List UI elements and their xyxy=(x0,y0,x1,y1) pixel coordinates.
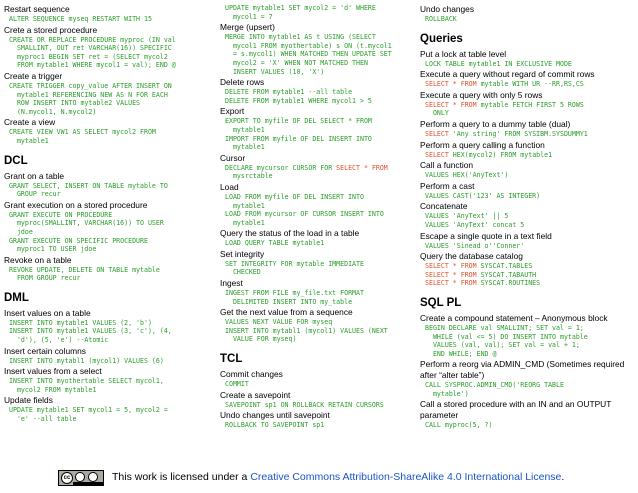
code-line: GRANT EXECUTE ON PROCEDURE xyxy=(9,210,113,219)
code-line: WHILE (val <= 5) DO INSERT INTO mytable xyxy=(425,332,588,341)
code-line: SELECT * FROM mytable FETCH FIRST 5 ROWS xyxy=(425,100,584,109)
code-line: EXPORT TO myfile OF DEL SELECT * FROM xyxy=(225,117,372,126)
section-heading-dml: DML xyxy=(4,291,29,304)
code-line: CREATE VIEW VW1 AS SELECT mycol2 FROM xyxy=(9,128,156,137)
code-block xyxy=(220,380,416,389)
item-label: Create a compound statement – Anonymous block xyxy=(420,312,608,323)
code-line: VALUES HEX('AnyText') xyxy=(425,171,509,180)
code-line: LOAD FROM mycursor OF CURSOR INSERT INTO xyxy=(225,210,384,219)
code-keyword-highlight: SELECT * FROM xyxy=(425,270,477,279)
code-block xyxy=(420,381,634,398)
code-block xyxy=(420,151,634,160)
section-heading-dcl: DCL xyxy=(4,154,28,167)
item-label: Put a lock at table level xyxy=(420,48,507,59)
code-line: myproc1 TO USER jdoe xyxy=(9,245,97,254)
code-line: 'd'), (5, 'e') --Atomic xyxy=(9,336,109,345)
code-line: INSERT VALUES (10, 'X') xyxy=(225,67,325,76)
code-line: mytable1 REFERENCING NEW AS N FOR EACH xyxy=(9,90,168,99)
code-block xyxy=(220,193,416,227)
code-line: CREATE TRIGGER copy_value AFTER INSERT ON xyxy=(9,81,172,90)
code-line: SELECT * FROM mytable WITH UR --RR,RS,CS xyxy=(425,80,584,89)
item-label: Set integrity xyxy=(220,248,265,259)
code-line: INSERT INTO mytabl1 (mycol1) VALUES (NEXT xyxy=(225,326,388,335)
code-line: 'e' --all table xyxy=(9,415,77,424)
badge-bar xyxy=(73,482,103,485)
code-block xyxy=(4,82,216,116)
code-line: DECLARE mycursor CURSOR FOR SELECT * FROM xyxy=(225,163,388,172)
code-block xyxy=(4,406,216,423)
code-line: ROLLBACK TO SAVEPOINT sp1 xyxy=(225,421,325,430)
code-block xyxy=(220,4,416,21)
section-heading-sql-pl: SQL PL xyxy=(420,296,462,309)
code-line: mysrctable xyxy=(225,172,273,181)
code-line: CALL myproc(5, ?) xyxy=(425,421,493,430)
code-block xyxy=(4,319,216,345)
code-block xyxy=(420,212,634,229)
code-line: myproc1 BEGIN SET ret = (SELECT mycol2 xyxy=(9,52,168,61)
code-block xyxy=(220,289,416,306)
item-label: Create a savepoint xyxy=(220,389,291,400)
code-line: CREATE OR REPLACE PROCEDURE myproc (IN val xyxy=(9,35,176,44)
code-line: GROUP recur xyxy=(9,190,61,199)
code-block xyxy=(420,60,634,69)
code-keyword-highlight: SELECT * FROM xyxy=(425,80,477,89)
license-suffix: . xyxy=(561,471,565,483)
code-line: VALUES 'AnyText' concat 5 xyxy=(425,220,525,229)
item-label: Concatenate xyxy=(420,201,468,212)
code-keyword-highlight: SELECT * FROM xyxy=(425,100,477,109)
item-label: Query the status of the load in a table xyxy=(220,228,360,239)
code-keyword-highlight: SELECT xyxy=(425,150,449,159)
code-block xyxy=(420,324,634,358)
code-line: LOAD FROM myfile OF DEL INSERT INTO xyxy=(225,192,364,201)
license-prefix: This work is licensed under a xyxy=(112,471,251,483)
code-line: COMMIT xyxy=(225,380,249,389)
code-line: SMALLINT, OUT ret VARCHAR(16)) SPECIFIC xyxy=(9,44,172,53)
item-label: Ingest xyxy=(220,278,243,289)
code-block xyxy=(420,80,634,89)
item-label: Merge (upsert) xyxy=(220,22,275,33)
code-line: mycol1 FROM myothertable) s ON (t.mycol1 xyxy=(225,41,392,50)
code-line: SAVEPOINT sp1 ON ROLLBACK RETAIN CURSORS xyxy=(225,400,384,409)
code-line: VALUES 'Sinead o''Conner' xyxy=(425,241,525,250)
code-line: MERGE INTO mytable1 AS t USING (SELECT xyxy=(225,33,376,42)
code-block xyxy=(4,357,216,366)
code-line: INSERT INTO mytabl1 (mycol1) VALUES (6) xyxy=(9,356,164,365)
item-label: Crete a stored procedure xyxy=(4,24,98,35)
section-heading-queries: Queries xyxy=(420,32,463,45)
code-block xyxy=(420,15,634,24)
code-line: INSERT INTO myothertable SELECT mycol1, xyxy=(9,377,164,386)
item-label: Execute a query with only 5 rows xyxy=(420,89,543,100)
code-line: SELECT * FROM SYSCAT.ROUTINES xyxy=(425,279,541,288)
item-label: Insert values from a select xyxy=(4,366,102,377)
code-line: SELECT HEX(mycol2) FROM mytable1 xyxy=(425,150,553,159)
code-line: LOAD QUERY TABLE mytable1 xyxy=(225,239,325,248)
code-line: CALL SYSPROC.ADMIN_CMD('REORG TABLE xyxy=(425,381,564,390)
code-block xyxy=(220,239,416,248)
code-block xyxy=(220,260,416,277)
column-left xyxy=(4,4,216,425)
by-icon xyxy=(75,472,85,482)
license-link[interactable]: Creative Commons Attribution-ShareAlike 4.0 International License xyxy=(250,471,562,483)
code-line: SELECT 'Any string' FROM SYSIBM.SYSDUMMY1 xyxy=(425,129,588,138)
sa-icon xyxy=(88,472,98,482)
cc-icon: cc xyxy=(61,472,73,484)
code-line: ROLLBACK xyxy=(425,15,457,23)
code-block xyxy=(420,101,634,118)
item-label: Update fields xyxy=(4,395,53,406)
item-label: Create a view xyxy=(4,117,56,128)
item-label: Execute a query without regard of commit rows xyxy=(420,69,595,80)
item-label: Escape a single quote in a text field xyxy=(420,230,552,241)
code-line: IMPORT FROM myfile OF DEL INSERT INTO xyxy=(225,134,372,143)
code-line: UPDATE mytable1 SET mycol2 = 'd' WHERE xyxy=(225,4,376,12)
code-line: VALUES NEXT VALUE FOR myseq xyxy=(225,318,333,327)
item-label: Restart sequence xyxy=(4,4,70,14)
code-line: VALUES (val, val); SET val = val + 1; xyxy=(425,341,580,350)
cc-by-sa-badge[interactable] xyxy=(58,470,104,486)
code-line: LOCK TABLE mytable1 IN EXCLUSIVE MODE xyxy=(425,59,572,68)
code-block xyxy=(420,192,634,201)
code-line: FROM GROUP recur xyxy=(9,274,81,283)
item-label: Call a function xyxy=(420,160,474,171)
item-label: Insert certain columns xyxy=(4,345,86,356)
code-line: GRANT EXECUTE ON SPECIFIC PROCEDURE xyxy=(9,236,148,245)
code-line: REVOKE UPDATE, DELETE ON TABLE mytable xyxy=(9,265,160,274)
code-block xyxy=(220,117,416,151)
code-line: VALUES 'AnyText' || 5 xyxy=(425,212,509,221)
section-heading-tcl: TCL xyxy=(220,353,243,366)
code-block xyxy=(220,401,416,410)
item-label: Create a trigger xyxy=(4,70,63,81)
code-block xyxy=(4,128,216,145)
code-line: mytable1 xyxy=(225,201,265,210)
license-text xyxy=(112,471,564,483)
code-line: VALUE FOR myseq) xyxy=(225,335,297,344)
code-line: DELETE FROM mytable1 --all table xyxy=(225,88,353,97)
code-line: DELIMITED INSERT INTO my_table xyxy=(225,297,353,306)
code-block xyxy=(420,242,634,251)
code-line: ROW INSERT INTO mytable2 VALUES xyxy=(9,99,141,108)
code-block xyxy=(4,182,216,199)
code-keyword-highlight: SELECT xyxy=(425,129,449,138)
item-label: Perform a query to a dummy table (dual) xyxy=(420,118,571,129)
code-line: INGEST FROM FILE my_file.txt FORMAT xyxy=(225,289,364,298)
code-line: END WHILE; END @ xyxy=(425,349,497,358)
item-label: Perform a query calling a function xyxy=(420,139,545,150)
code-line: jdoe xyxy=(9,227,33,236)
code-keyword-highlight: SELECT * FROM xyxy=(336,163,388,172)
code-block xyxy=(420,171,634,180)
code-line: (N.mycol1, N.mycol2) xyxy=(9,107,97,116)
code-line: UPDATE mytable1 SET mycol1 = 5, mycol2 = xyxy=(9,406,168,415)
code-block xyxy=(220,164,416,181)
code-block xyxy=(4,15,216,24)
code-block xyxy=(420,421,634,430)
code-line: ONLY xyxy=(425,109,449,118)
code-line: INSERT INTO mytable1 VALUES (2, 'b') xyxy=(9,318,152,327)
item-label: Cursor xyxy=(220,152,246,163)
item-label: Undo changes until savepoint xyxy=(220,410,330,421)
code-line: mytable1 xyxy=(225,143,265,152)
code-line: CHECKED xyxy=(225,268,261,277)
code-line: ALTER SEQUENCE myseq RESTART WITH 15 xyxy=(9,15,152,23)
code-line: mycol2 = 'X' WHEN NOT MATCHED THEN xyxy=(225,58,368,67)
item-label: Call a stored procedure with an IN and an OUTPUT parameter xyxy=(420,399,612,421)
item-label: Load xyxy=(220,181,239,192)
code-line: BEGIN DECLARE val SMALLINT; SET val = 1; xyxy=(425,323,584,332)
code-line: SELECT * FROM SYSCAT.TABAUTH xyxy=(425,270,537,279)
code-line: SELECT * FROM SYSCAT.TABLES xyxy=(425,262,533,271)
code-line: GRANT SELECT, INSERT ON TABLE mytable TO xyxy=(9,181,168,190)
code-block xyxy=(4,36,216,70)
item-label: Perform a reorg via ADMIN_CMD (Sometimes required after “alter table”) xyxy=(420,359,625,381)
item-label: Insert values on a table xyxy=(4,307,91,318)
code-line: VALUES CAST('123' AS INTEGER) xyxy=(425,191,541,200)
code-line: DELETE FROM mytable1 WHERE mycol1 > 5 xyxy=(225,96,372,105)
code-block xyxy=(4,211,216,254)
code-line: mycol1 = 7 xyxy=(225,12,273,21)
code-block xyxy=(4,377,216,394)
code-keyword-highlight: SELECT * FROM xyxy=(425,262,477,271)
code-line: mytable') xyxy=(425,389,469,398)
code-block xyxy=(4,266,216,283)
code-block xyxy=(420,130,634,139)
column-right xyxy=(420,4,634,431)
item-label: Get the next value from a sequence xyxy=(220,307,353,318)
code-line: myproc(SMALLINT, VARCHAR(16)) TO USER xyxy=(9,219,164,228)
code-line: FROM mytable1 WHERE mycol1 = val); END @ xyxy=(9,61,176,70)
code-line: SET INTEGRITY FOR mytable IMMEDIATE xyxy=(225,259,364,268)
item-label: Grant execution on a stored procedure xyxy=(4,199,148,210)
column-middle xyxy=(220,4,416,431)
code-keyword-highlight: SELECT * FROM xyxy=(425,279,477,288)
code-line: mytable1 xyxy=(9,136,49,145)
item-label: Export xyxy=(220,106,245,117)
item-label: Commit changes xyxy=(220,369,283,380)
item-label: Delete rows xyxy=(220,77,265,88)
item-label: Perform a cast xyxy=(420,180,475,191)
item-label: Revoke on a table xyxy=(4,254,72,265)
item-label: Grant on a table xyxy=(4,170,65,181)
item-label: Query the database catalog xyxy=(420,251,523,262)
code-block xyxy=(220,33,416,76)
item-label: Undo changes xyxy=(420,4,475,14)
code-line: INSERT INTO mytable1 VALUES (3, 'c'), (4, xyxy=(9,327,172,336)
code-block xyxy=(220,88,416,105)
code-line: = s.mycol1) WHEN MATCHED THEN UPDATE SET xyxy=(225,50,392,59)
code-block xyxy=(220,421,416,430)
code-line: mytable1 xyxy=(225,218,265,227)
code-line: mycol2 FROM mytable1 xyxy=(9,385,97,394)
code-block xyxy=(220,318,416,344)
code-block xyxy=(420,262,634,288)
code-line: mytable1 xyxy=(225,125,265,134)
